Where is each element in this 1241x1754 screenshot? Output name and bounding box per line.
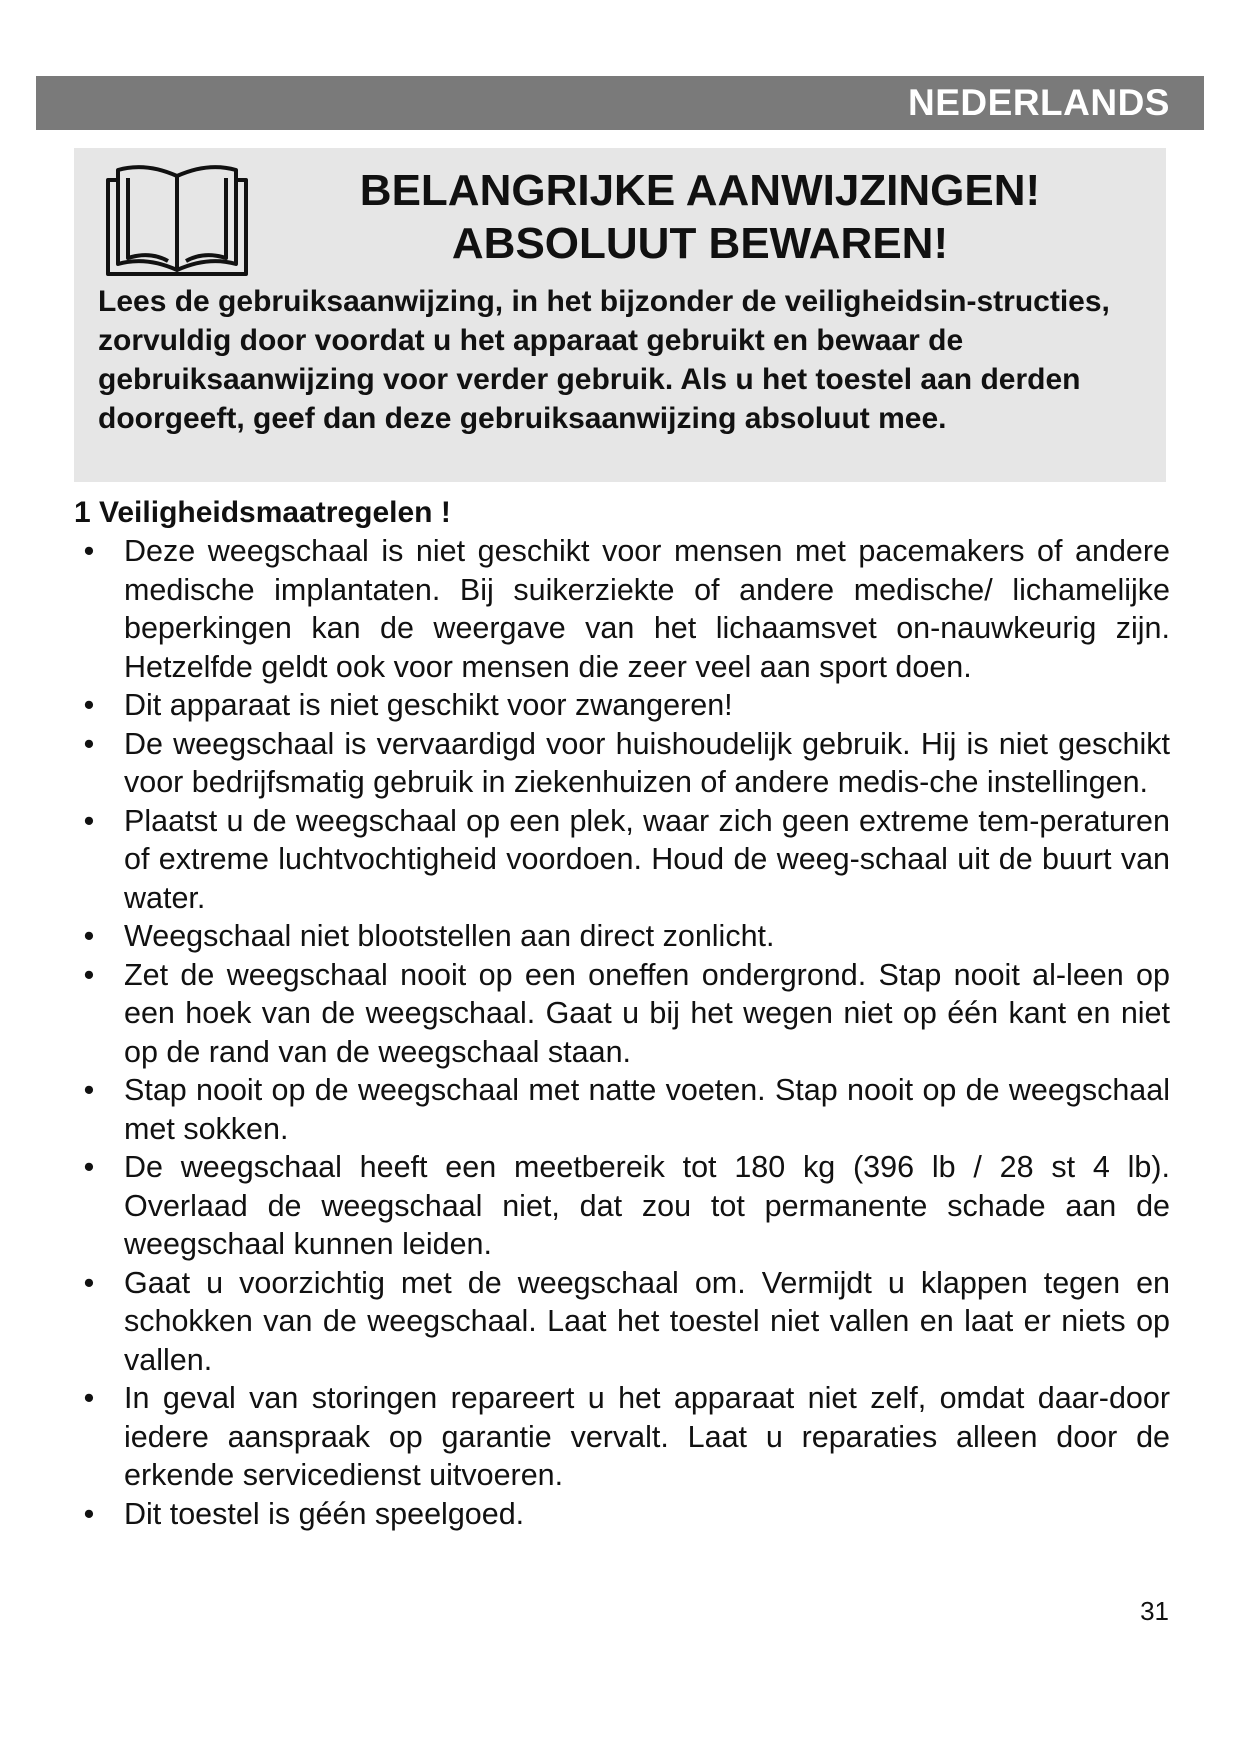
bullet-icon: • <box>83 957 95 992</box>
list-item-text: De weegschaal is vervaardigd voor huishoudelijk gebruik. Hij is niet geschikt voor bedrijfsmatig gebruik in ziekenhuizen of andere medis-che instellingen. <box>124 726 1170 799</box>
list-item-text: De weegschaal heeft een meetbereik tot 180 kg (396 lb / 28 st 4 lb). Overlaad de weegschaal niet, dat zou tot permanente schade aan de weegschaal kunnen leiden. <box>124 1150 1170 1261</box>
list-item-text: Dit apparaat is niet geschikt voor zwangeren! <box>124 688 733 722</box>
list-item <box>74 1264 1170 1380</box>
bullet-icon: • <box>83 726 95 761</box>
section-heading: 1 Veiligheidsmaatregelen ! <box>74 496 451 529</box>
bullet-icon: • <box>83 803 95 838</box>
bullet-icon: • <box>83 534 95 568</box>
list-item <box>74 725 1170 802</box>
list-item-text: Stap nooit op de weegschaal met natte voeten. Stap nooit op de weegschaal met sokken. <box>124 1073 1170 1146</box>
notice-title <box>254 164 1146 270</box>
list-item <box>74 956 1170 1072</box>
notice-body-text: Lees de gebruiksaanwijzing, in het bijzonder de veiligheidsin-structies, zorvuldig door voordat u het apparaat gebruikt en bewaar de gebruiksaanwijzing voor verder gebruik. Als u het toestel aan derden doorgeeft, geef dan deze gebruiksaanwijzing absoluut mee. <box>98 285 1110 435</box>
notice-title-line1: BELANGRIJKE AANWIJZINGEN! <box>359 166 1041 215</box>
list-item <box>74 1379 1170 1495</box>
list-item-text: In geval van storingen repareert u het apparaat niet zelf, omdat daar-door iedere aanspraak op garantie vervalt. Laat u reparaties alleen door de erkende servicedienst uitvoeren. <box>124 1381 1170 1492</box>
open-book-icon <box>106 158 248 276</box>
language-header-bar <box>36 76 1204 130</box>
safety-section <box>74 494 1170 1533</box>
list-item-text: Gaat u voorzichtig met de weegschaal om. Vermijdt u klappen tegen en schokken van de weegschaal. Laat het toestel niet vallen en laat er niets op vallen. <box>124 1265 1170 1377</box>
language-label: NEDERLANDS <box>908 82 1170 123</box>
important-notice-box <box>74 148 1166 482</box>
list-item-text: Dit toestel is géén speelgoed. <box>124 1496 525 1531</box>
list-item <box>74 802 1170 918</box>
list-item <box>74 1148 1170 1264</box>
bullet-icon: • <box>83 1265 95 1300</box>
list-item <box>74 917 1170 956</box>
bullet-icon: • <box>83 1496 95 1531</box>
list-item-text: Deze weegschaal is niet geschikt voor mensen met pacemakers of andere medische implantaten. Bij suikerziekte of andere medische/ lichamelijke beperkingen kan de weergave van het lichaamsvet on-nauwkeurig zijn. Hetzelfde geldt ook voor mensen die zeer veel aan sport doen. <box>124 534 1170 684</box>
bullet-icon: • <box>83 919 95 953</box>
bullet-icon: • <box>83 1381 95 1415</box>
bullet-icon: • <box>83 1073 95 1107</box>
list-item <box>74 1495 1170 1534</box>
notice-title-line2: ABSOLUUT BEWAREN! <box>451 219 949 268</box>
page-number: 31 <box>1140 1596 1169 1626</box>
list-item-text: Zet de weegschaal nooit op een oneffen ondergrond. Stap nooit al-leen op een hoek van de weegschaal. Gaat u bij het wegen niet op één kant en niet op de rand van de weegschaal staan. <box>124 957 1170 1069</box>
list-item <box>74 532 1170 686</box>
bullet-icon: • <box>83 688 95 722</box>
list-item-text: Plaatst u de weegschaal op een plek, waar zich geen extreme tem-peraturen of extreme luchtvochtigheid voordoen. Houd de weeg-schaal uit de buurt van water. <box>124 803 1170 915</box>
safety-list <box>74 532 1170 1533</box>
list-item <box>74 686 1170 725</box>
list-item <box>74 1071 1170 1148</box>
list-item-text: Weegschaal niet blootstellen aan direct zonlicht. <box>124 919 775 953</box>
bullet-icon: • <box>83 1150 95 1184</box>
